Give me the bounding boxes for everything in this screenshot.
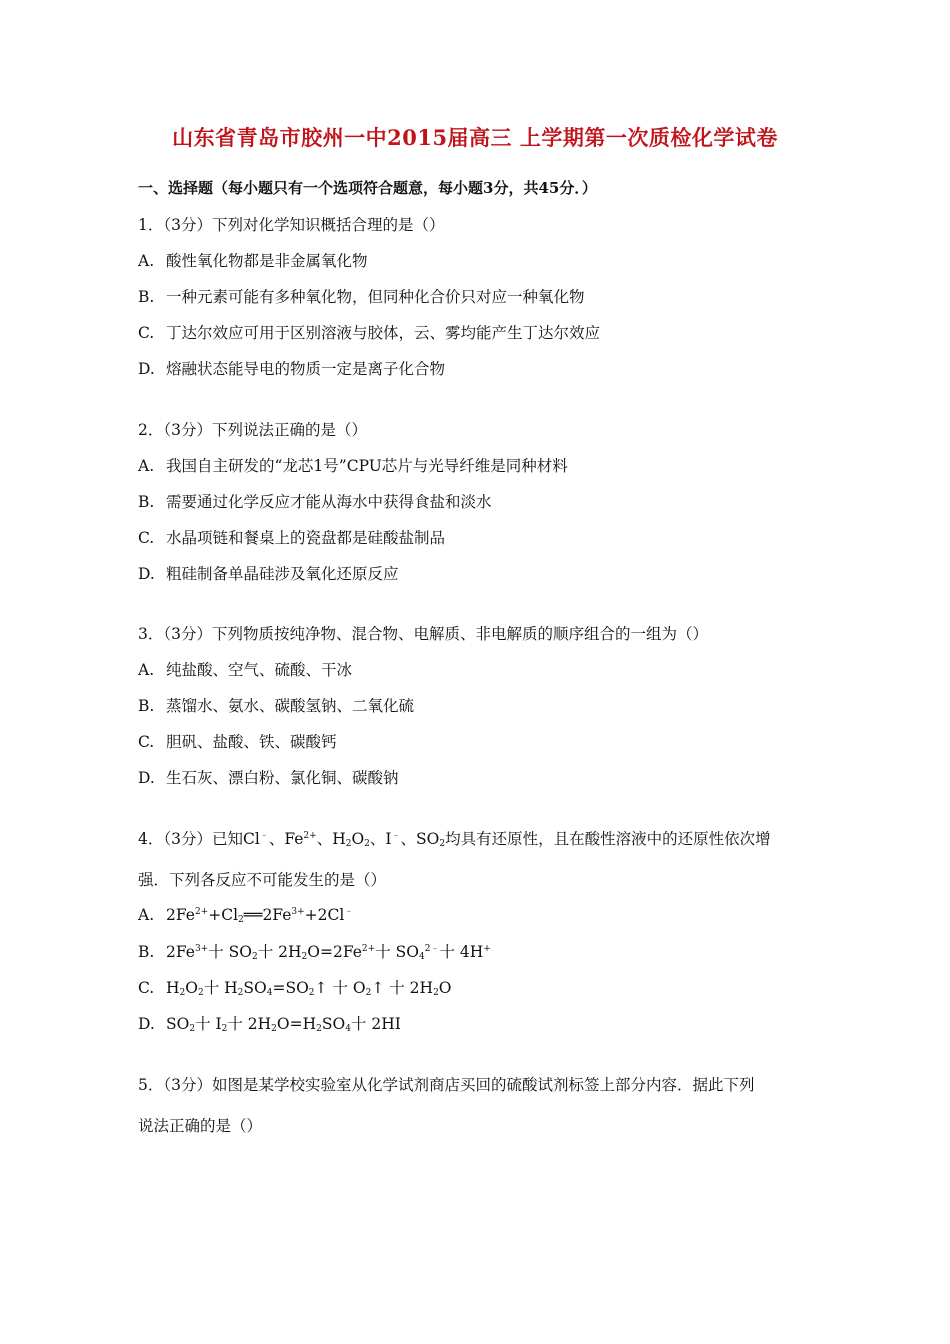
formula: 十 I — [195, 1015, 222, 1033]
option-label: D. — [138, 1015, 155, 1033]
option-text: 需要通过化学反应才能从海水中获得食盐和淡水 — [166, 493, 492, 511]
subscript: 2 — [439, 839, 446, 849]
question-5-stem-line2: 说法正确的是（） — [138, 1117, 263, 1135]
option-label: A. — [138, 661, 155, 679]
formula: O=H — [276, 1015, 317, 1033]
question-1-option-d — [138, 357, 445, 379]
option-label: B. — [138, 493, 155, 511]
page-title: 山东省青岛市胶州一中2015届高三 上学期第一次质检化学试卷 — [172, 125, 778, 150]
option-label: D. — [138, 769, 155, 787]
option-label: D. — [138, 360, 155, 378]
subscript: 2 — [179, 988, 186, 998]
option-label: C. — [138, 733, 155, 751]
subscript: 4 — [345, 1024, 351, 1034]
subscript: 4 — [266, 988, 273, 998]
question-4-stem — [138, 827, 771, 849]
subscript: 2 — [271, 1024, 277, 1034]
option-label: A. — [138, 457, 155, 475]
superscript: 3+ — [291, 907, 305, 917]
option-text: 纯盐酸、空气、硫酸、干冰 — [166, 661, 353, 679]
formula: SO — [166, 1015, 190, 1033]
superscript: ﹣ — [391, 831, 401, 841]
subscript: 2 — [221, 1024, 228, 1034]
superscript: 2+ — [194, 907, 209, 917]
option-label: D. — [138, 565, 155, 583]
formula: 十 2H — [257, 943, 302, 961]
superscript: 3+ — [194, 944, 209, 954]
question-3-stem: 3．（3分）下列物质按纯净物、混合物、电解质、非电解质的顺序组合的一组为（） — [138, 625, 708, 643]
formula: ↑ 十 2H — [371, 979, 434, 997]
option-label: B. — [138, 943, 155, 961]
question-2-option-b — [138, 490, 492, 512]
option-label: C. — [138, 529, 155, 547]
option-label: C. — [138, 324, 155, 342]
stem-text: 、SO — [400, 830, 440, 848]
question-4-option-a — [138, 904, 353, 925]
subscript: 2 — [252, 952, 258, 962]
subscript: 2 — [364, 839, 370, 849]
superscript: ﹣ — [259, 831, 269, 841]
formula: 2Fe — [166, 943, 195, 961]
subscript: 2 — [308, 988, 315, 998]
option-text: 酸性氧化物都是非金属氧化物 — [166, 252, 368, 270]
question-4-stem-line2: 强．下列各反应不可能发生的是（） — [138, 871, 387, 889]
formula: +Cl — [208, 906, 239, 924]
option-text: 我国自主研发的“龙芯1号”CPU芯片与光导纤维是同种材料 — [166, 457, 568, 475]
question-1-option-c — [138, 321, 600, 343]
superscript: 2+ — [303, 831, 317, 841]
option-text: 水晶项链和餐桌上的瓷盘都是硅酸盐制品 — [166, 529, 446, 547]
subscript: 4 — [418, 952, 425, 962]
stem-text: 4．（3分）已知Cl — [138, 830, 260, 848]
formula: 十 H — [203, 979, 238, 997]
formula: SO — [243, 979, 267, 997]
option-text: 胆矾、盐酸、铁、碳酸钙 — [166, 733, 337, 751]
question-2-option-c — [138, 526, 445, 548]
formula: H — [166, 979, 180, 997]
subscript: 2 — [345, 839, 352, 849]
option-label: A. — [138, 252, 155, 270]
question-3-option-b — [138, 694, 414, 716]
superscript: + — [483, 944, 491, 954]
question-3-option-c — [138, 730, 337, 752]
formula: =SO — [272, 979, 309, 997]
question-1-stem: 1．（3分）下列对化学知识概括合理的是（） — [138, 216, 445, 234]
question-5-stem: 5．（3分）如图是某学校实验室从化学试剂商店买回的硫酸试剂标签上部分内容．据此下列 — [138, 1076, 755, 1094]
option-text: 一种元素可能有多种氧化物，但同种化合价只对应一种氧化物 — [166, 288, 585, 306]
subscript: 2 — [237, 988, 244, 998]
formula: O=2Fe — [307, 943, 362, 961]
option-label: B. — [138, 288, 155, 306]
question-2-option-d — [138, 562, 399, 584]
question-2-option-a — [138, 454, 568, 476]
question-1-option-a — [138, 249, 368, 271]
question-3-option-a — [138, 658, 352, 680]
option-text: 生石灰、漂白粉、氯化铜、碳酸钠 — [166, 769, 399, 787]
option-text: 粗硅制备单晶硅涉及氧化还原反应 — [166, 565, 399, 583]
formula: 十 2HI — [350, 1015, 401, 1033]
stem-text: 、I — [369, 830, 392, 848]
formula: 十 2H — [227, 1015, 272, 1033]
option-label: C. — [138, 979, 155, 997]
subscript: 2 — [301, 952, 308, 962]
stem-text: 、H — [316, 830, 346, 848]
formula: 十 4H — [439, 943, 484, 961]
subscript: 2 — [365, 988, 372, 998]
superscript: 2﹣ — [424, 944, 440, 954]
formula: +2Cl — [304, 906, 345, 924]
formula: O — [185, 979, 198, 997]
subscript: 2 — [189, 1024, 196, 1034]
subscript: 2 — [238, 915, 244, 925]
superscript: ﹣ — [344, 907, 354, 917]
question-4-option-d — [138, 1012, 401, 1034]
formula: 十 SO — [208, 943, 252, 961]
formula: O — [438, 979, 452, 997]
formula: ══2Fe — [243, 906, 292, 924]
superscript: 2+ — [361, 944, 376, 954]
question-2-stem: 2．（3分）下列说法正确的是（） — [138, 421, 367, 439]
question-4-option-c — [138, 976, 452, 998]
option-label: A. — [138, 906, 155, 924]
option-text: 丁达尔效应可用于区别溶液与胶体，云、雾均能产生丁达尔效应 — [166, 324, 601, 342]
formula: 2Fe — [166, 906, 195, 924]
stem-text: O — [351, 830, 365, 848]
formula: SO — [321, 1015, 346, 1033]
formula: 十 SO — [375, 943, 419, 961]
stem-text: 均具有还原性，且在酸性溶液中的还原性依次增 — [445, 830, 771, 848]
question-1-option-b — [138, 285, 585, 307]
option-text: 熔融状态能导电的物质一定是离子化合物 — [166, 360, 446, 378]
question-3-option-d — [138, 766, 399, 788]
subscript: 2 — [316, 1024, 322, 1034]
option-text: 蒸馏水、氨水、碳酸氢钠、二氧化硫 — [166, 697, 415, 715]
subscript: 2 — [433, 988, 439, 998]
question-4-option-b — [138, 940, 491, 962]
stem-text: 、Fe — [268, 830, 304, 848]
subscript: 2 — [197, 988, 204, 998]
section-heading: 一、选择题（每小题只有一个选项符合题意，每小题3分，共45分．） — [138, 179, 597, 197]
option-label: B. — [138, 697, 155, 715]
formula: ↑ 十 O — [314, 979, 366, 997]
